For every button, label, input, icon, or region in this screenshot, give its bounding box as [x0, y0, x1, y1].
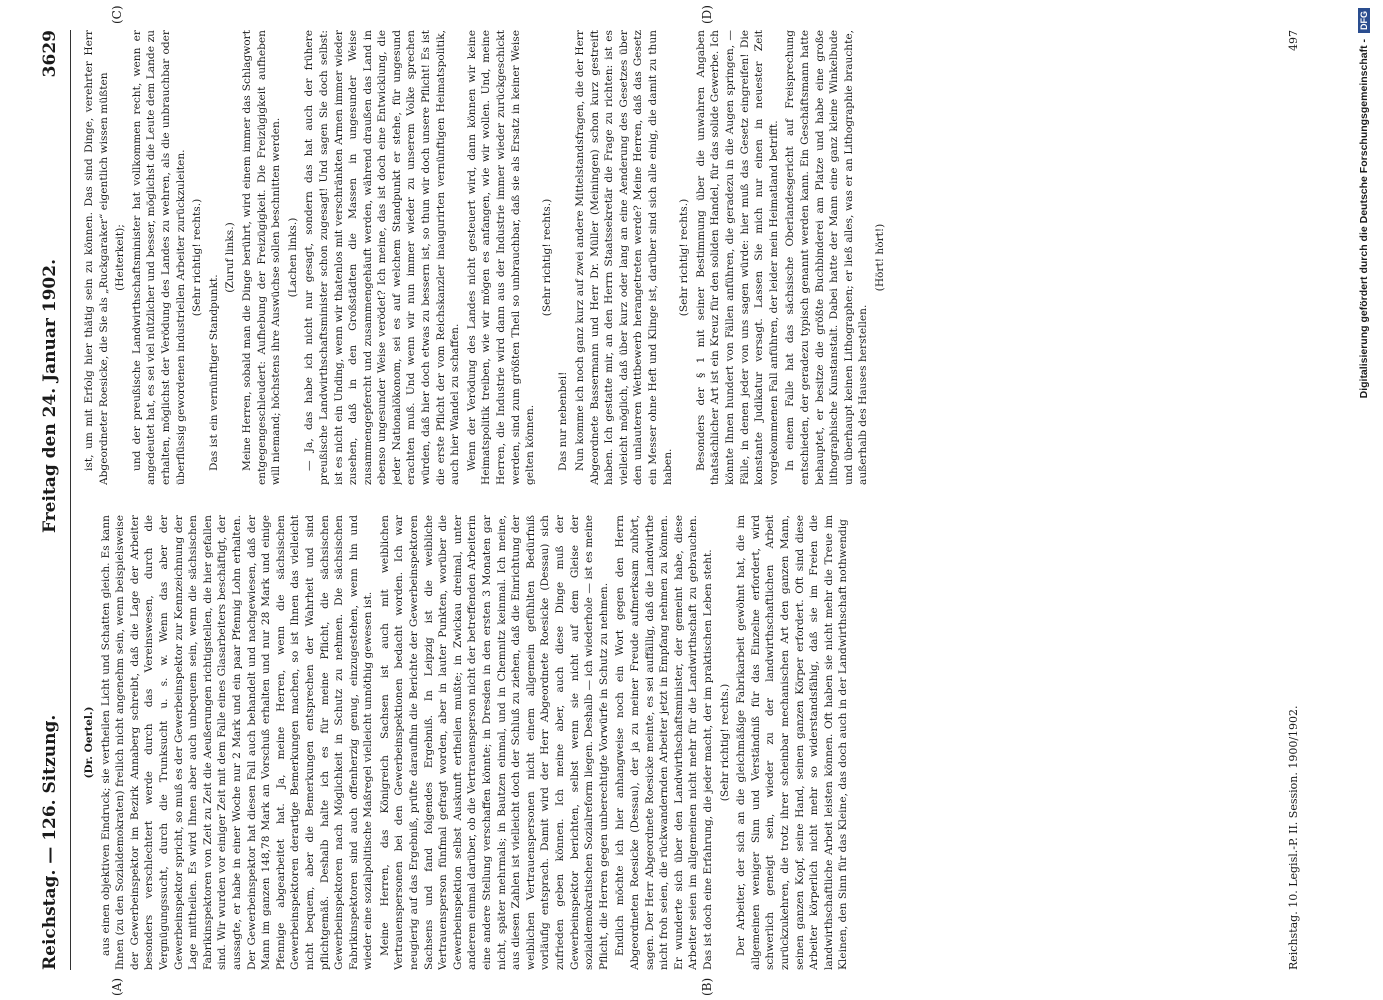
paragraph: Der Arbeiter, der sich an die gleichmäßige Fabrikarbeit gewöhnt hat, die im allgemeinen weniger Sinn und Verständniß für das Einzelne erfordert, wird schwerlich geneigt sein, wieder zu der landwirthschaftlichen Arbeit zurückzukehren, die trotz ihrer scheinbar mechanischen Art den ganzen Mann, seinen ganzen Kopf, seine Hand, seinen ganzen Körper erfordert. Oft sind diese Arbeiter körperlich nicht mehr so widerstandsfähig, daß sie im Freien die landwirthschaftliche Arbeit leisten können. Oft haben sie nicht mehr die Treue im Kleinen, den Sinn für das Kleine, das doch auch in der Landwirthschaft nothwendig: [735, 515, 850, 970]
credit-text: Digitalisierung gefördert durch die Deutsche Forschungsgemeinschaft -: [1358, 39, 1370, 399]
interjection: (Zuruf links.): [224, 222, 237, 293]
paragraph: Wenn der Verödung des Landes nicht gesteuert wird, dann können wir keine Heimatspolitik treiben, wie wir mögen es anfangen, wie wir wollen. Und, meine Herren, die Industrie wird dann aus der Industrie immer wieder zurückgeschickt werden, sind zum größten Theil so unbrauchbar, daß sie als Ersatz in keiner Weise gelten können.: [465, 30, 537, 485]
left-column: [82, 515, 1272, 970]
page-footer: [1278, 30, 1308, 970]
footer-session-info: Reichstag. 10. Legisl.-P. II. Session. 1900/1902.: [1286, 705, 1300, 970]
footer-page-number: 497: [1286, 30, 1300, 51]
paragraph: Meine Herren, das Königreich Sachsen ist auch mit weiblichen Vertrauenspersonen bei den Gewerbeinspektionen bedacht worden. Ich war neugierig auf das Ergebniß, prüfte daraufhin die Berichte der Gewerbeinspektoren Sachsens und fand folgendes Ergebniß. In Leipzig ist die weibliche Vertrauensperson fünfmal gefragt worden, aber in lauter Punkten, worüber die Gewerbeinspektion selbst Auskunft ertheilen mußte; in Zwickau dreimal, unter anderem einmal darüber, ob die Vertrauensperson nicht der betreffenden Arbeiterin eine andere Stellung verschaffen könnte; in Dresden in den ersten 3 Monaten gar nicht, später mehrmals; in Bautzen einmal, und in Chemnitz keinmal. Ich meine, aus diesen Zahlen ist vielleicht doch der Schluß zu ziehen, daß die Einrichtung der weiblichen Vertrauenspersonen nicht einem allgemein gefühlten Bedürfniß vorläufig entsprach. Damit wird der Herr Abgeordnete Roesicke (Dessau) sich zufrieden geben können. Ich meine aber, auch diese Dinge muß der Gewerbeinspektor berichten, selbst wenn sie nicht auf dem Gleise der sozialdemokratischen Sozialreform liegen. Deshalb — ich wiederhole — ist es meine Pflicht, die Herren gegen unberechtigte Vorwürfe in Schutz zu nehmen.: [378, 515, 610, 970]
interjection: (Hört! hört!): [873, 223, 886, 292]
dfg-logo: DFG: [1358, 8, 1370, 33]
paragraph: und der preußische Landwirthschaftsminister hat vollkommen recht, wenn er angedeutet hat, es sei viel nützlicher und besser, möglichst die Leute dem Lande zu erhalten, möglichst der Verödung des Landes zu wehren, als die unbrauchbar oder überflüssig gewordenen industriellen Arbeiter zurückzuleiten.: [130, 30, 187, 485]
header-date: Freitag den 24. Januar 1902.: [40, 258, 60, 534]
margin-letter-d: (D): [700, 5, 714, 24]
interjection: (Sehr richtig! rechts.): [678, 198, 691, 317]
paragraph: Nun komme ich noch ganz kurz auf zwei andere Mittelstandsfragen, die der Herr Abgeordnete Bassermann und Herr Dr. Müller (Meiningen) schon kurz gestreift haben. Ich gestatte mir, an den Herrn Staatssekretär die Frage zu richten: ist es vielleicht möglich, daß über kurz oder lang an eine Aenderung des Gesetzes über den unlauteren Wettbewerb herangetreten werde? Meine Herren, daß das Gesetz ein Messer ohne Heft und Klinge ist, darüber sind sich alle einig, die damit zu thun haben.: [574, 30, 674, 485]
margin-letter-a: (A): [110, 977, 124, 996]
right-column: [82, 30, 1272, 485]
rotated-page-content: [30, 5, 1320, 996]
margin-letter-c: (C): [110, 5, 124, 24]
digitization-credit: [1351, 0, 1377, 1000]
paragraph: Meine Herren, sobald man die Dinge berührt, wird einem immer das Schlagwort entgegengeschleudert: Aufhebung der Freizügigkeit. Die Freizügigkeit aufheben will niemand; höchstens ihre Auswüchse sollen beschnitten werden.: [240, 30, 283, 485]
interjection: (Lachen links.): [286, 217, 299, 298]
paragraph: ist, um mit Erfolg hier thätig sein zu können. Das sind Dinge, verehrter Herr Abgeordneter Roesicke, die Sie als „Ruckgaraker“ eigentlich wissen müßten: [83, 30, 110, 485]
interjection: (Sehr richtig! rechts.): [191, 198, 204, 317]
paragraph: aus einen objektiven Eindruck; sie vertheilen Licht und Schatten gleich. Es kann Ihnen (zu den Sozialdemokraten) freilich nicht angenehm sein, wenn beispielsweise der Gewerbeinspektor im Bezirk Annaberg schreibt, daß die Lage der Arbeiter besonders verschlechtert werde durch das Vereinswesen, durch die Vergnügungssucht, durch die Trunksucht u. s. w. Wenn das aber der Gewerbeinspektor spricht, so muß es der Gewerbeinspektor zur Kennzeichnung der Lage mittheilen. Es wird Ihnen aber auch unbequem sein, wenn die sächsischen Fabrikinspektoren von Zeit zu Zeit die Aeußerungen richtigstellen, die hier gefallen sind. Wir wurden vor einiger Zeit mit dem Falle eines Glasarbeiters beschäftigt, der aussagte, er habe in einer Woche nur 2 Mark und ein paar Pfennig Lohn erhalten. Der Gewerbeinspektor hat diesen Fall auch behandelt und nachgewiesen, daß der Mann im ganzen 148,78 Mark an Vorschuß erhalten und nur 28 Mark und einige Pfennige abgearbeitet hat. Ja, meine Herren, wenn die sächsischen Gewerbeinspektoren derartige Bemerkungen machen, so ist Ihnen das vielleicht nicht bequem, aber die Bemerkungen entsprechen der Wahrheit und sind pflichtgemäß. Deshalb halte ich es für meine Pflicht, die sächsischen Gewerbeinspektoren nach Möglichkeit in Schutz zu nehmen. Die sächsischen Fabrikinspektoren sind auch offenherzig genug, einzugestehen, wenn hin und wieder eine sozialpolitische Maßregel vielleicht unnöthig gewesen ist.: [99, 515, 375, 970]
margin-letter-b: (B): [700, 977, 714, 996]
interjection: (Heiterkeit);: [114, 224, 127, 291]
paragraph: In einem Falle hat das sächsische Oberlandesgericht auf Freisprechung entschieden, der geradezu typisch genannt werden kann. Ein Geschäftsmann hatte behauptet, er besitze die größte Buchbinderei am Platze und habe eine große lithographische Kunstanstalt. Dabei hatte der Mann eine ganz kleine Winkelbude und überhaupt keinen Lithographen; er ließ alles, was er an Lithographie brauchte, außerhalb des Hauses herstellen.: [784, 30, 870, 485]
paragraph: Das ist ein vernünftiger Standpunkt.: [207, 274, 220, 471]
interjection: (Sehr richtig! rechts.): [540, 198, 553, 317]
digitization-sidebar: [1349, 0, 1375, 1000]
paragraph: Besonders der § 1 mit seiner Bestimmung über die unwahren Angaben thatsächlicher Art ist ein Kreuz für den soliden Handel, für das solide Gewerbe. Ich könnte Ihnen hundert von Fällen anführen, die geradezu in die Augen springen, — Fälle, in denen jeder von uns sagen würde: hier muß das Gesetz eingreifen! Die konstante Judikatur versagt. Lassen Sie mich nur einen in neuester Zeit vorgekommenen Fall anführen, der leider mein Heimatland betrifft.: [694, 30, 780, 485]
page-header: [30, 30, 71, 970]
paragraph: — Ja, das habe ich nicht nur gesagt, sondern das hat auch der frühere preußische Landwirthschaftsminister schon zugesagt! Und sagen Sie doch selbst: ist es nicht ein Unding, wenn wir thatenlos mit verschränkten Armen immer wieder zusehen, daß in den Großstädten die Massen in ungesunder Weise zusammengepfercht und zusammengehäuft werden, während draußen das Land in ebenso ungesunder Weise verödet? Ich meine, das ist doch eine Entwicklung, die jeder Nationalökonom, sei es auf welchem Standpunkt er stehe, für ungesund erachten muß. Und wenn wir nun immer wieder zu unserem Volke sprechen würden, daß hier doch etwas zu bessern ist, so thun wir doch unsere Pflicht! Es ist die erste Pflicht der vom Reichskanzler inaugurirten vernünftigen Heimatspolitik, auch hier Wandel zu schaffen.: [303, 30, 462, 485]
header-page-number: 3629: [40, 30, 60, 78]
interjection: (Sehr richtig! rechts.): [718, 683, 731, 802]
header-left: Reichstag. — 126. Sitzung.: [40, 714, 60, 970]
speaker-label: (Dr. Oertel.): [83, 706, 95, 779]
paragraph: Das nur nebenbei!: [557, 371, 570, 471]
paragraph: Endlich möchte ich hier anhangweise noch ein Wort gegen den Herrn Abgeordneten Roesicke (Dessau), der ja zu meiner Freude aufmerksam zuhört, sagen. Der Herr Abgeordnete Roesicke meinte, es sei auffällig, daß die Landwirthe nicht froh seien, die rückwandernden Arbeiter jetzt in Empfang nehmen zu können. Er wunderte sich über den Landwirthschaftsminister, der gemeint habe, diese Arbeiter seien im allgemeinen nicht mehr für die Landwirthschaft zu gebrauchen. Das ist doch eine Erfahrung, die jeder macht, der im praktischen Leben steht.: [614, 515, 714, 970]
